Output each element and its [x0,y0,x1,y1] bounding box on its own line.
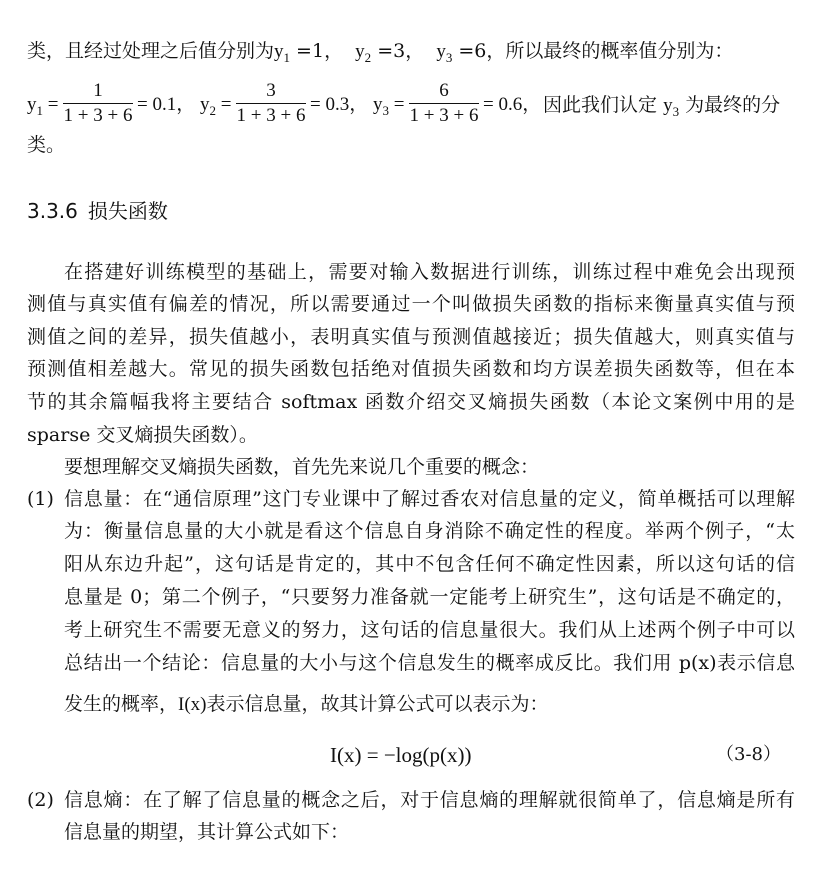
y1-value: =1， [290,40,344,62]
section-title: 损失函数 [87,199,168,223]
numerator: 6 [439,80,449,101]
paragraph-1-line: sparse 交叉熵损失函数）。 [27,424,258,446]
equation-expression: I(x) = −log(p(x)) [330,743,472,767]
paragraph-1-line: 测值与真实值有偏差的情况，所以需要通过一个叫做损失函数的指标来衡量真实值与预 [27,293,795,315]
item-1-line: 阳从东边升起”，这句话是肯定的，其中不包含任何不确定性因素，所以这句话的信 [64,553,795,575]
section-number: 3.3.6 [27,199,78,223]
fraction-lhs: $y_1$ = [27,94,59,118]
intro-line-1 [27,39,795,65]
fraction-bar [409,103,479,104]
fraction [409,80,479,127]
fraction [236,80,306,127]
numerator: 1 [93,80,103,101]
information-symbol: I(x) [178,694,207,715]
fraction-bar [63,103,133,104]
y2-value: =3， [371,40,425,62]
section-heading [27,198,168,224]
denominator: 1 + 3 + 6 [409,105,479,126]
fraction [63,80,133,127]
y3-value: =6，所以最终的概率值分别为： [452,40,734,62]
y2-symbol: $y_2$ [355,41,372,65]
numerator: 3 [266,80,276,101]
paragraph-1-line: 节的其余篇幅我将主要结合 softmax 函数介绍交叉熵损失函数（本论文案例中用的是 [27,391,795,413]
list-marker-1: (1) [27,488,54,510]
denominator: 1 + 3 + 6 [63,105,133,126]
fraction-result: = 0.3， [310,94,369,115]
item-1-line: 总结出一个结论：信息量的大小与这个信息发生的概率成反比。我们用 p(x)表示信息 [64,652,795,674]
denominator: 1 + 3 + 6 [236,105,306,126]
item-1-line: 为：衡量信息量的大小就是看这个信息自身消除不确定性的程度。举两个例子，“太 [64,520,795,542]
item-2-line: 信息熵：在了解了信息量的概念之后，对于信息熵的理解就很简单了，信息熵是所有 [64,789,795,811]
list-marker-2: (2) [27,789,54,811]
fraction-result: = 0.1， [137,94,196,115]
fraction-bar [236,103,306,104]
fraction-lhs: $y_2$ = [200,94,232,118]
intro-line-3: 类。 [27,134,66,156]
probability-fractions [27,80,795,128]
item-1-last-line: 发生的概率，I(x)表示信息量，故其计算公式可以表示为： [64,693,549,715]
intro-text: 类，且经过处理之后值分别为 [27,40,275,62]
paragraph-2: 要想理解交叉熵损失函数，首先先来说几个重要的概念： [64,456,540,478]
item-1-line: 信息量：在“通信原理”这门专业课中了解过香农对信息量的定义，简单概括可以理解 [64,488,795,510]
y3-symbol: $y_3$ [436,41,453,65]
item-2-line: 信息量的期望，其计算公式如下： [64,821,350,843]
equation-number: （3-8） [716,744,781,765]
item-1-line: 考上研究生不需要无意义的努力，这句话的信息量很大。我们从上述两个例子中可以 [64,619,795,641]
fraction-lhs: $y_3$ = [373,94,405,118]
fraction-result: = 0.6， [483,94,542,115]
item-1-line: 息量是 0；第二个例子，“只要努力准备就一定能考上研究生”，这句话是不确定的， [64,586,795,608]
paragraph-1-line: 测值之间的差异，损失值越小，表明真实值与预测值越接近；损失值越大，则真实值与 [27,326,795,348]
paragraph-1-line: 预测值相差越大。常见的损失函数包括绝对值损失函数和均方误差损失函数等，但在本 [27,358,795,380]
conclusion-text: 因此我们认定 $y_3$ 为最终的分 [543,94,781,119]
y1-symbol: $y_1$ [274,41,291,65]
paragraph-1-line: 在搭建好训练模型的基础上，需要对输入数据进行训练，训练过程中难免会出现预 [64,261,795,283]
